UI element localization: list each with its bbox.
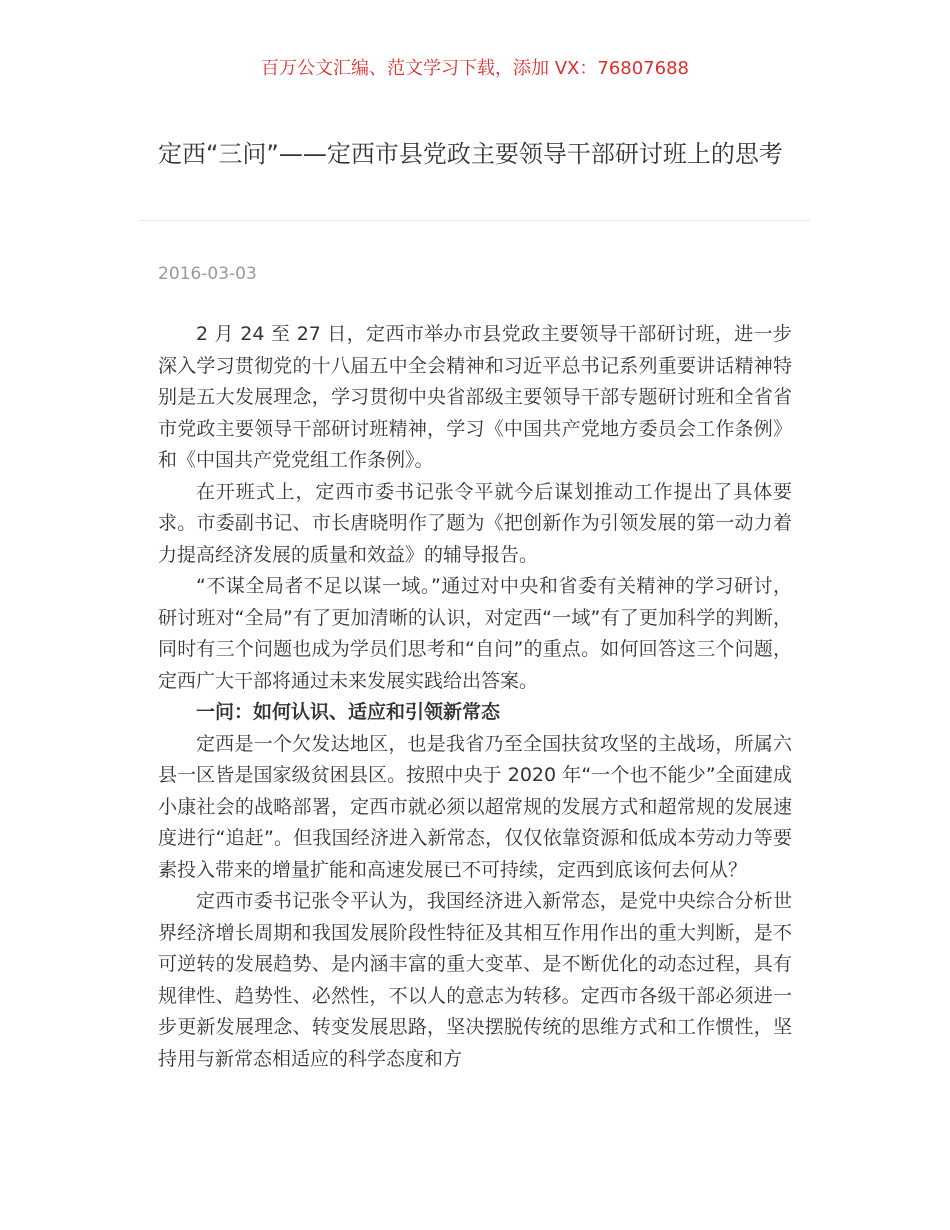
paragraph-opening-ceremony: 在开班式上，定西市委书记张令平就今后谋划推动工作提出了具体要求。市委副书记、市长唐晓明作了题为《把创新作为引领发展的第一动力着力提高经济发展的质量和效益》的辅导报告。	[158, 480, 792, 566]
title-divider	[140, 220, 810, 221]
publish-date: 2016-03-03	[158, 264, 257, 284]
article-title: 定西“三问”——定西市县党政主要领导干部研讨班上的思考	[158, 140, 783, 168]
paragraph-dingxi-background: 定西是一个欠发达地区，也是我省乃至全国扶贫攻坚的主战场，所属六县一区皆是国家级贫困县区。按照中央于 2020 年“一个也不能少”全面建成小康社会的战略部署，定西市就必须以超常规的发展方式和超常规的发展速度进行“追赶”。但我国经济进入新常态，仅仅依靠资源和低成本劳动力等要素投入带来的增量扩能和高速发展已不可持续，定西到底该何去何从？	[158, 732, 792, 881]
promo-banner: 百万公文汇编、范文学习下载，添加 VX：76807688	[261, 58, 689, 79]
paragraph-intro: 2 月 24 至 27 日，定西市举办市县党政主要领导干部研讨班，进一步深入学习贯彻党的十八届五中全会精神和习近平总书记系列重要讲话精神特别是五大发展理念，学习贯彻中央省部级主要领导干部专题研讨班和全省省市党政主要领导干部研讨班精神，学习《中国共产党地方委员会工作条例》和《中国共产党党组工作条例》。	[158, 323, 792, 471]
section-heading-first-question: 一问：如何认识、适应和引领新常态	[196, 701, 501, 723]
paragraph-three-questions: “不谋全局者不足以谋一域。”通过对中央和省委有关精神的学习研讨，研讨班对“全局”有了更加清晰的认识，对定西“一域”有了更加科学的判断，同时有三个问题也成为学员们思考和“自问”的重点。如何回答这三个问题，定西广大干部将通过未来发展实践给出答案。	[158, 575, 792, 692]
article-body	[158, 319, 792, 1075]
paragraph-secretary-view: 定西市委书记张令平认为，我国经济进入新常态，是党中央综合分析世界经济增长周期和我国发展阶段性特征及其相互作用作出的重大判断，是不可逆转的发展趋势、是内涵丰富的重大变革、是不断优化的动态过程，具有规律性、趋势性、必然性，不以人的意志为转移。定西市各级干部必须进一步更新发展理念、转变发展思路，坚决摆脱传统的思维方式和工作惯性，坚持用与新常态相适应的科学态度和方	[158, 890, 792, 1070]
